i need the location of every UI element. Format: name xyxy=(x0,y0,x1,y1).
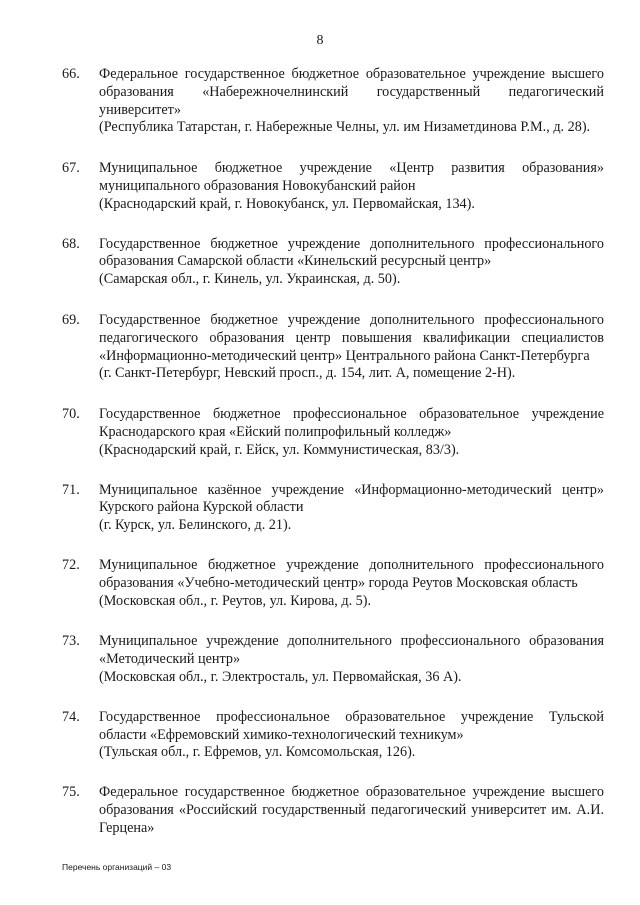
entry-number: 68. xyxy=(62,235,80,252)
list-item xyxy=(62,557,604,610)
organization-name: Государственное бюджетное профессиональное образовательное учреждение Краснодарского края «Ейский полипрофильный колледж» xyxy=(99,406,604,440)
organization-address: (Республика Татарстан, г. Набережные Челны, ул. им Низаметдинова Р.М., д. 28). xyxy=(99,119,591,136)
organization-name: Государственное бюджетное учреждение дополнительного профессионального педагогического образования центр повышения квалификации специалистов «Информационно-методический центр» Центрального района Санкт-Петербурга xyxy=(99,311,604,364)
list-item xyxy=(62,633,604,686)
entry-number: 74. xyxy=(62,708,80,725)
list-item xyxy=(62,312,604,383)
list-item xyxy=(62,406,604,459)
organization-name: Федеральное государственное бюджетное образовательное учреждение высшего образования «Набережночелнинский государственный педагогический университет» xyxy=(99,66,604,118)
organization-address: (Самарская обл., г. Кинель, ул. Украинская, д. 50). xyxy=(99,271,401,288)
list-item xyxy=(62,709,604,762)
entry-number: 69. xyxy=(62,311,80,328)
organization-name: Государственное профессиональное образовательное учреждение Тульской области «Ефремовский химико-технологический техникум» xyxy=(99,708,604,743)
list-item xyxy=(62,482,604,535)
organization-address: (Краснодарский край, г. Ейск, ул. Коммунистическая, 83/3). xyxy=(99,441,460,458)
list-item xyxy=(62,66,604,137)
entry-number: 66. xyxy=(62,66,80,82)
organization-address: (г. Санкт-Петербург, Невский просп., д. 154, лит. А, помещение 2-Н). xyxy=(99,365,516,382)
organization-name: Муниципальное учреждение дополнительного профессионального образования «Методический центр» xyxy=(99,633,604,668)
list-item xyxy=(62,784,604,837)
organization-address: (Тульская обл., г. Ефремов, ул. Комсомольская, 126). xyxy=(99,744,416,761)
entry-number: 71. xyxy=(62,481,80,498)
page-number: 8 xyxy=(316,33,324,48)
entry-number: 70. xyxy=(62,406,80,423)
list-item xyxy=(62,160,604,213)
organization-address: (Московская обл., г. Электросталь, ул. Первомайская, 36 А). xyxy=(99,668,462,685)
entry-number: 72. xyxy=(62,556,80,573)
organization-name: Федеральное государственное бюджетное образовательное учреждение высшего образования «Российский государственный педагогический университет им. А.И. Герцена» xyxy=(99,784,604,836)
entry-number: 75. xyxy=(62,784,80,801)
organization-name: Муниципальное бюджетное учреждение «Центр развития образования» муниципального образования Новокубанский район xyxy=(99,160,604,194)
organization-address: (Краснодарский край, г. Новокубанск, ул. Первомайская, 134). xyxy=(99,195,475,212)
organization-name: Муниципальное бюджетное учреждение дополнительного профессионального образования «Учебно-методический центр» города Реутов Московская область xyxy=(99,556,604,591)
entry-number: 73. xyxy=(62,633,80,650)
organization-list xyxy=(62,66,604,838)
organization-name: Муниципальное казённое учреждение «Информационно-методический центр» Курского района Курской области xyxy=(99,481,604,516)
list-item xyxy=(62,236,604,289)
organization-name: Государственное бюджетное учреждение дополнительного профессионального образования Самарской области «Кинельский ресурсный центр» xyxy=(99,235,604,270)
organization-address: (г. Курск, ул. Белинского, д. 21). xyxy=(99,517,292,534)
footer-note: Перечень организаций – 03 xyxy=(62,862,172,872)
organization-address: (Московская обл., г. Реутов, ул. Кирова, д. 5). xyxy=(99,592,372,609)
entry-number: 67. xyxy=(62,160,80,177)
